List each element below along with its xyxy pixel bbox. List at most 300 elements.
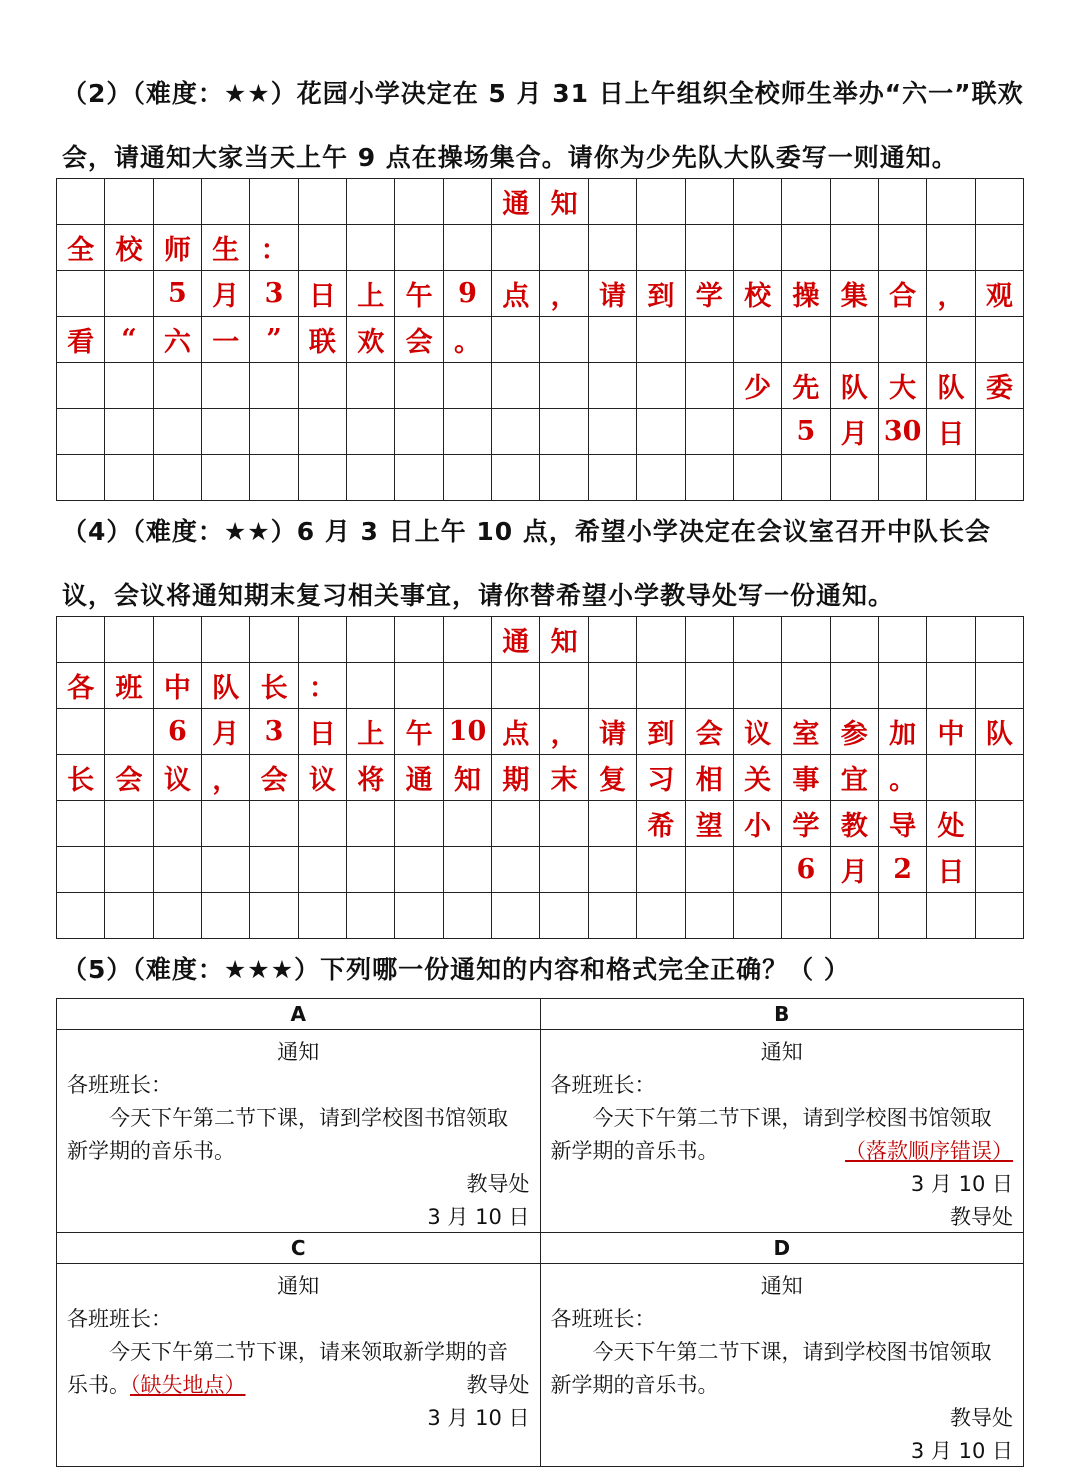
grid-cell: ， [540,709,588,755]
grid-cell: 联 [299,317,347,363]
grid-cell [637,409,685,455]
option-b-body-line1: 今天下午第二节下课，请到学校图书馆领取 [592,1106,992,1130]
option-a-body-line1: 今天下午第二节下课，请到学校图书馆领取 [109,1106,508,1130]
grid-cell [444,801,492,847]
answer-grid-q4 [56,616,1024,939]
grid-cell [299,617,347,663]
grid-cell: 生 [202,225,250,271]
grid-cell: 队 [976,709,1024,755]
grid-cell: 午 [395,709,443,755]
option-a-body-line2: 新学期的音乐书。 [67,1139,235,1163]
grid-cell [299,363,347,409]
option-d-signature: 教导处 [950,1406,1013,1430]
grid-cell [57,709,105,755]
option-a-greeting: 各班班长： [67,1073,172,1097]
grid-cell [250,409,298,455]
grid-cell [444,847,492,893]
grid-cell [734,409,782,455]
grid-cell [976,847,1024,893]
grid-cell [299,409,347,455]
grid-cell [347,617,395,663]
grid-cell [589,801,637,847]
grid-cell [879,225,927,271]
grid-cell: 上 [347,709,395,755]
grid-cell [782,179,830,225]
grid-cell [105,847,153,893]
grid-cell [589,893,637,939]
grid-cell [879,663,927,709]
grid-cell: ” [250,317,298,363]
grid-cell [782,317,830,363]
option-c-greeting: 各班班长： [67,1307,172,1331]
grid-cell: 会 [105,755,153,801]
grid-cell: ： [250,225,298,271]
grid-cell: 少 [734,363,782,409]
grid-cell [299,455,347,501]
grid-cell [395,893,443,939]
grid-cell [734,179,782,225]
grid-cell: 会 [395,317,443,363]
option-b-greeting: 各班班长： [550,1073,656,1097]
grid-cell [154,847,202,893]
grid-cell [202,847,250,893]
grid-cell: 请 [589,709,637,755]
grid-cell [250,801,298,847]
grid-cell [250,617,298,663]
grid-cell [202,617,250,663]
grid-cell [540,455,588,501]
grid-cell [686,317,734,363]
grid-cell [686,363,734,409]
option-b-header: B [540,999,1024,1030]
grid-cell: 师 [154,225,202,271]
grid-cell: 关 [734,755,782,801]
grid-cell [927,617,975,663]
grid-cell: 期 [492,755,540,801]
grid-cell [57,847,105,893]
grid-cell [347,363,395,409]
option-c-title: 通知 [277,1274,320,1298]
grid-cell [637,663,685,709]
option-a-title: 通知 [277,1040,320,1064]
grid-cell [444,893,492,939]
grid-cell [202,409,250,455]
grid-cell: 议 [154,755,202,801]
grid-cell [347,893,395,939]
grid-cell [589,363,637,409]
grid-cell: 中 [154,663,202,709]
grid-cell [444,455,492,501]
grid-cell [831,179,879,225]
grid-cell [347,663,395,709]
grid-cell [686,847,734,893]
grid-cell [395,847,443,893]
grid-cell [637,317,685,363]
grid-cell: 先 [782,363,830,409]
grid-cell: 上 [347,271,395,317]
grid-cell [347,409,395,455]
grid-cell [637,847,685,893]
grid-cell: 30 [879,409,927,455]
grid-cell [976,893,1024,939]
grid-cell: 3 [250,709,298,755]
grid-cell [927,893,975,939]
option-c-cell [57,1264,541,1467]
grid-cell [782,617,830,663]
grid-cell [299,179,347,225]
grid-cell [976,663,1024,709]
grid-cell: 操 [782,271,830,317]
grid-cell [299,847,347,893]
grid-cell [105,363,153,409]
grid-cell [395,801,443,847]
grid-cell [540,893,588,939]
grid-cell [57,455,105,501]
grid-cell: 6 [782,847,830,893]
grid-cell [734,225,782,271]
grid-cell [492,663,540,709]
options-table [56,998,1024,1467]
grid-cell [589,617,637,663]
grid-cell [540,663,588,709]
grid-cell [879,617,927,663]
grid-cell [202,455,250,501]
grid-cell [782,663,830,709]
grid-cell [782,455,830,501]
grid-cell: 会 [250,755,298,801]
grid-cell [395,179,443,225]
grid-cell [589,409,637,455]
grid-cell: 中 [927,709,975,755]
grid-cell: 集 [831,271,879,317]
grid-cell: 六 [154,317,202,363]
grid-cell [831,663,879,709]
grid-cell [202,179,250,225]
grid-cell [347,225,395,271]
grid-cell [299,225,347,271]
grid-cell: 长 [250,663,298,709]
grid-cell: 会 [686,709,734,755]
grid-cell [879,893,927,939]
grid-cell: 通 [492,179,540,225]
grid-cell [927,317,975,363]
grid-cell: 日 [927,847,975,893]
grid-cell: 大 [879,363,927,409]
grid-cell: 到 [637,709,685,755]
grid-cell [540,801,588,847]
grid-cell [879,317,927,363]
grid-cell [540,409,588,455]
grid-cell: 全 [57,225,105,271]
option-c-signature: 教导处 [466,1373,530,1397]
grid-cell: 月 [831,409,879,455]
grid-cell [637,455,685,501]
grid-cell: 请 [589,271,637,317]
grid-cell [831,893,879,939]
grid-cell: 点 [492,271,540,317]
grid-cell: 。 [879,755,927,801]
grid-cell: 各 [57,663,105,709]
grid-cell [637,179,685,225]
grid-cell [879,455,927,501]
grid-cell [976,801,1024,847]
grid-cell [202,363,250,409]
grid-cell: 长 [57,755,105,801]
grid-cell [57,363,105,409]
grid-cell [444,409,492,455]
grid-cell [686,663,734,709]
grid-cell [927,179,975,225]
option-b-error-note: （落款顺序错误） [845,1139,1013,1163]
grid-cell [976,617,1024,663]
grid-cell: ， [202,755,250,801]
grid-cell: 知 [540,179,588,225]
grid-cell [444,663,492,709]
grid-cell [492,225,540,271]
grid-cell [492,317,540,363]
grid-cell: ： [299,663,347,709]
grid-cell: 知 [540,617,588,663]
option-c-error-note: （缺失地点） [130,1373,246,1397]
grid-cell: 队 [927,363,975,409]
grid-cell: 处 [927,801,975,847]
grid-cell: 加 [879,709,927,755]
grid-cell [976,455,1024,501]
grid-cell [299,801,347,847]
grid-cell: 9 [444,271,492,317]
grid-cell [57,617,105,663]
grid-cell [492,893,540,939]
grid-cell: 月 [202,271,250,317]
option-a-header: A [57,999,541,1030]
grid-cell: 校 [105,225,153,271]
grid-cell: 班 [105,663,153,709]
grid-cell [831,225,879,271]
grid-cell [637,617,685,663]
grid-cell [782,225,830,271]
grid-cell [444,617,492,663]
grid-cell [782,893,830,939]
option-a-cell [57,1030,541,1233]
grid-cell [734,847,782,893]
grid-cell: 事 [782,755,830,801]
option-d-greeting: 各班班长： [550,1307,656,1331]
grid-cell [347,179,395,225]
grid-cell: 3 [250,271,298,317]
grid-cell: 日 [299,709,347,755]
grid-cell [976,225,1024,271]
option-a-signature: 教导处 [466,1172,530,1196]
grid-cell [105,617,153,663]
grid-cell [540,225,588,271]
grid-cell: 习 [637,755,685,801]
grid-cell [686,617,734,663]
grid-cell: 欢 [347,317,395,363]
grid-cell [831,317,879,363]
grid-cell: 学 [782,801,830,847]
question-5-prompt: （5）（难度：★★★）下列哪一份通知的内容和格式完全正确？（ ） [62,955,850,984]
grid-cell: 日 [299,271,347,317]
grid-cell [57,179,105,225]
grid-cell: 5 [782,409,830,455]
grid-cell [347,801,395,847]
grid-cell: 队 [202,663,250,709]
grid-cell: 月 [202,709,250,755]
grid-cell [637,893,685,939]
grid-cell [395,363,443,409]
grid-cell [154,409,202,455]
grid-cell [154,893,202,939]
grid-cell [105,271,153,317]
grid-cell [154,179,202,225]
grid-cell [589,455,637,501]
option-c-header: C [57,1233,541,1264]
grid-cell [154,617,202,663]
grid-cell: 月 [831,847,879,893]
grid-cell [395,617,443,663]
grid-cell: 参 [831,709,879,755]
grid-cell [57,801,105,847]
grid-cell: 议 [299,755,347,801]
grid-cell [540,363,588,409]
grid-cell [105,801,153,847]
grid-cell: 队 [831,363,879,409]
option-c-body-line2: 乐书。 [67,1373,130,1397]
grid-cell [444,363,492,409]
grid-cell [154,363,202,409]
option-d-header: D [540,1233,1024,1264]
grid-cell: 希 [637,801,685,847]
grid-cell [686,893,734,939]
grid-cell: “ [105,317,153,363]
option-b-date: 3 月 10 日 [910,1172,1013,1196]
grid-cell [492,455,540,501]
grid-cell [540,847,588,893]
grid-cell: 。 [444,317,492,363]
grid-cell [57,409,105,455]
option-c-date: 3 月 10 日 [427,1406,530,1430]
grid-cell [637,363,685,409]
grid-cell: 望 [686,801,734,847]
grid-cell [686,179,734,225]
grid-cell: 复 [589,755,637,801]
grid-cell: 看 [57,317,105,363]
option-d-body-line1: 今天下午第二节下课，请到学校图书馆领取 [592,1340,992,1364]
grid-cell [154,801,202,847]
grid-cell [879,179,927,225]
grid-cell: 小 [734,801,782,847]
grid-cell [734,663,782,709]
grid-cell [299,893,347,939]
grid-cell [105,179,153,225]
grid-cell: 学 [686,271,734,317]
grid-cell [686,455,734,501]
grid-cell [540,317,588,363]
grid-cell [105,409,153,455]
grid-cell [395,409,443,455]
question-2-prompt: （2）（难度：★★）花园小学决定在 5 月 31 日上午组织全校师生举办“六一”联欢会，请通知大家当天上午 9 点在操场集合。请你为少先队大队委写一则通知。 [62,79,1024,172]
option-b-body-line2: 新学期的音乐书。 [550,1139,719,1163]
grid-cell: 午 [395,271,443,317]
grid-cell: 室 [782,709,830,755]
grid-cell [250,455,298,501]
grid-cell: 宜 [831,755,879,801]
grid-cell [686,225,734,271]
grid-cell: 委 [976,363,1024,409]
grid-cell: 10 [444,709,492,755]
grid-cell [589,179,637,225]
grid-cell [927,755,975,801]
grid-cell [492,847,540,893]
grid-cell [105,709,153,755]
grid-cell [492,409,540,455]
grid-cell [976,755,1024,801]
grid-cell [347,847,395,893]
grid-cell: ， [540,271,588,317]
grid-cell [347,455,395,501]
grid-cell [589,225,637,271]
grid-cell [686,409,734,455]
option-b-title: 通知 [760,1040,803,1064]
grid-cell: 校 [734,271,782,317]
grid-cell [927,455,975,501]
answer-grid-q2 [56,178,1024,501]
grid-cell [589,847,637,893]
grid-cell: 观 [976,271,1024,317]
grid-cell: 议 [734,709,782,755]
grid-cell [444,179,492,225]
option-d-cell [540,1264,1024,1467]
grid-cell: 6 [154,709,202,755]
grid-cell: 到 [637,271,685,317]
grid-cell: 通 [492,617,540,663]
grid-cell [734,893,782,939]
grid-cell [250,847,298,893]
option-c-body-line1: 今天下午第二节下课，请来领取新学期的音 [109,1340,508,1364]
grid-cell [492,801,540,847]
option-d-title: 通知 [760,1274,803,1298]
grid-cell: 通 [395,755,443,801]
option-b-signature: 教导处 [950,1205,1013,1229]
option-b-cell [540,1030,1024,1233]
grid-cell [202,801,250,847]
grid-cell [250,363,298,409]
grid-cell: ， [927,271,975,317]
grid-cell: 导 [879,801,927,847]
grid-cell [831,455,879,501]
grid-cell [105,455,153,501]
grid-cell [976,179,1024,225]
grid-cell [492,363,540,409]
grid-cell [57,271,105,317]
grid-cell [637,225,685,271]
grid-cell: 相 [686,755,734,801]
grid-cell: 点 [492,709,540,755]
grid-cell [976,317,1024,363]
grid-cell [202,893,250,939]
option-d-date: 3 月 10 日 [910,1439,1013,1463]
grid-cell [250,179,298,225]
grid-cell [734,617,782,663]
option-a-date: 3 月 10 日 [427,1205,530,1229]
grid-cell [250,893,298,939]
option-d-body-line2: 新学期的音乐书。 [550,1373,719,1397]
grid-cell [395,225,443,271]
grid-cell [57,893,105,939]
grid-cell [589,663,637,709]
grid-cell [927,663,975,709]
grid-cell [154,455,202,501]
